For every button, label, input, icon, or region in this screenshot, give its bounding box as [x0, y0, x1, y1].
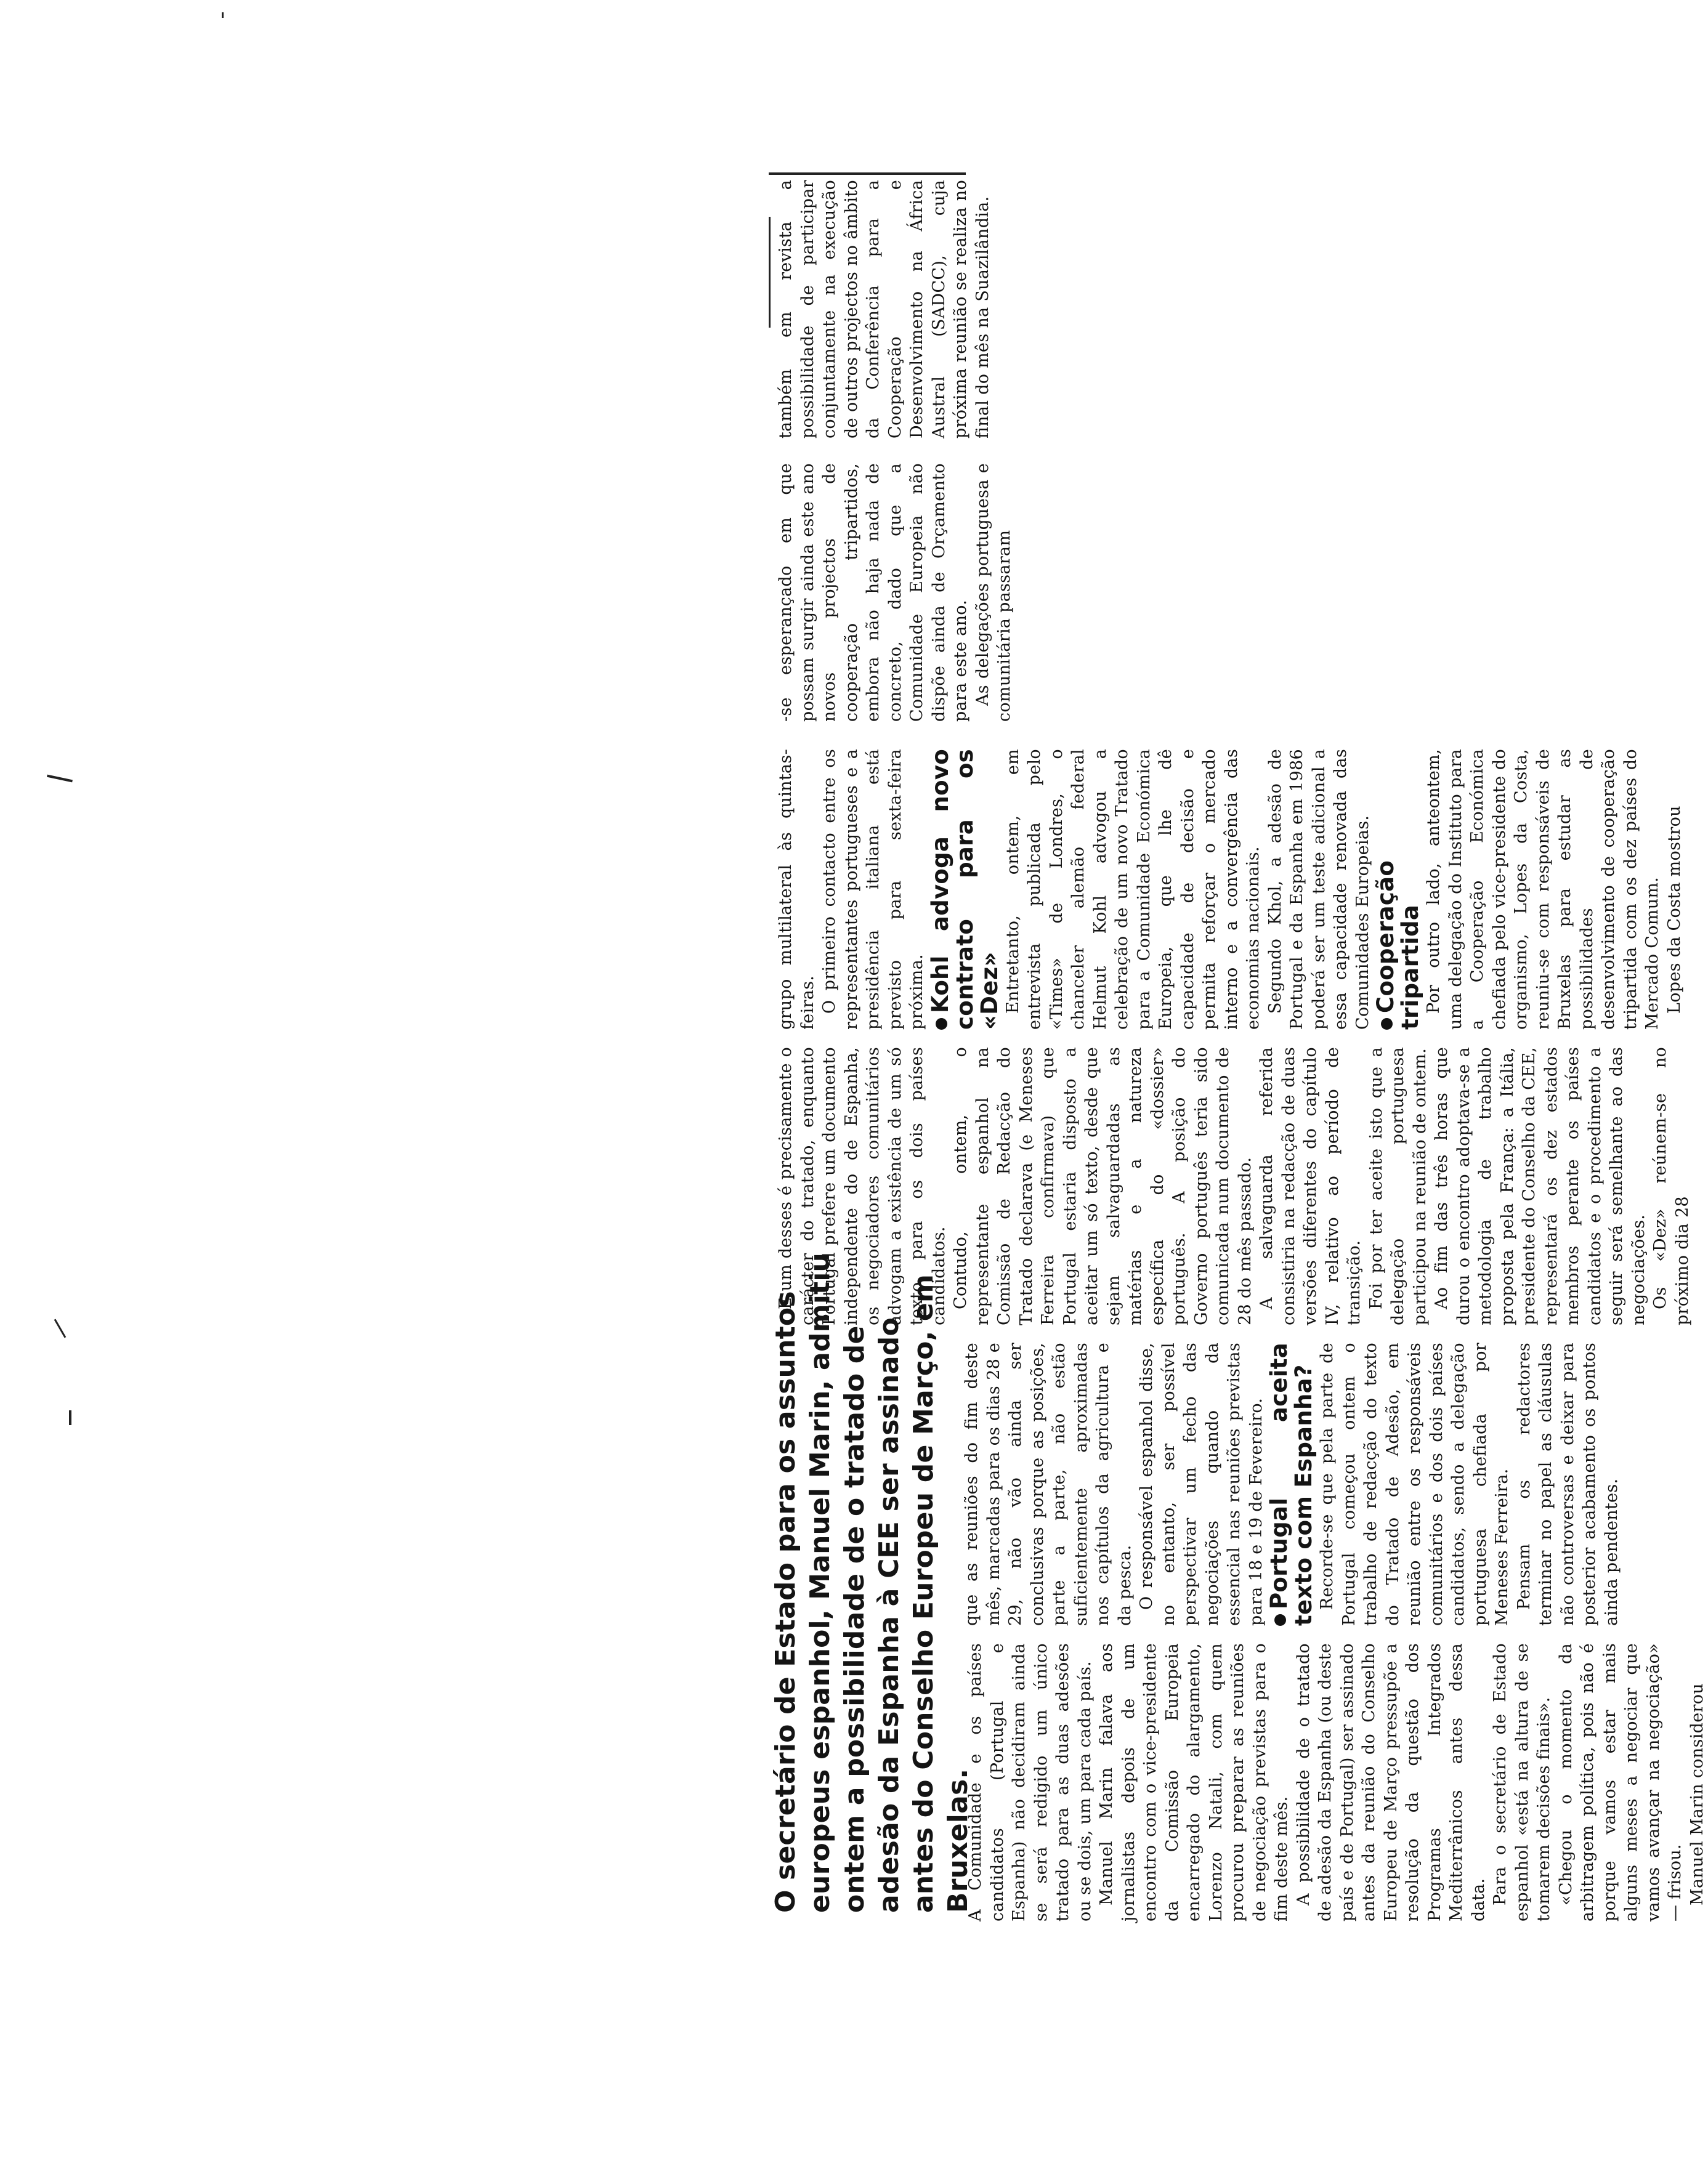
- scan-speck: [54, 1319, 67, 1338]
- paragraph: Manuel Marin falava aos jornalistas depois de um encontro com o vice-presidente da Comissão Europeia encarregado do alargamento, Lorenzo Natali, com quem procurou preparar as reuniões de negociação previstas para o fim deste mês.: [1097, 1643, 1291, 1922]
- column-end-rule: [769, 217, 771, 328]
- paragraph: também em revista a possibilidade de participar conjuntamente na execução de outros projectos no âmbito da Conferência para a Cooperação e Desenvolvimento na África Austral (SADCC), cuja próxima reunião se realiza no final do mês na Suazilândia.: [776, 180, 992, 438]
- paragraph: Lopes da Costa mostrou: [1664, 806, 1684, 1014]
- article-column-4: [775, 749, 1685, 1030]
- bullet-icon: [1274, 1614, 1286, 1626]
- article-column-6: [775, 180, 994, 438]
- paragraph: As delegações portuguesa e comunitária passaram: [973, 463, 1014, 722]
- scan-speck: [222, 12, 224, 18]
- bullet-icon: [936, 1018, 947, 1030]
- subheading-text: Cooperação tripartida: [1372, 860, 1423, 1030]
- paragraph: Recorde-se que pela parte de Portugal começou ontem o trabalho de redacção do texto do Tratado de Adesão, em reunião entre os responsáveis comunitários e dos dois países candidatos, sendo a delegação portuguesa chefiada por Meneses Ferreira.: [1317, 1343, 1512, 1626]
- paragraph: Por outro lado, anteontem, uma delegação do Instituto para a Cooperação Económica chefiada pelo vice-presidente do organismo, Lopes da Costa, reuniu-se com responsáveis de Bruxelas para estudar as possibilidades de desenvolvimento de cooperação tripartida com os dez países do Mercado Comum.: [1424, 749, 1662, 1030]
- scan-speck: [47, 775, 73, 783]
- paragraph: Foi por ter aceite isto que a delegação portuguesa participou na reunião de ontem.: [1366, 1047, 1430, 1325]
- subheading-text: Kohl advoga novo contrato para os «Dez»: [926, 749, 1003, 1030]
- paragraph: «Chegou o momento da arbitragem política, pois não é porque vamos estar mais alguns meses a negociar que vamos avançar na negociação» — frisou.: [1556, 1643, 1685, 1922]
- article-column-2: [961, 1343, 1622, 1626]
- paragraph: Pensam os redactores terminar no papel as cláusulas não controversas e deixar para posterior acabamento os pontos ainda pendentes.: [1514, 1343, 1621, 1626]
- paragraph: A possibilidade de o tratado de adesão da Espanha (ou deste país e de Portugal) ser assinado antes da reunião do Conselho Europeu de Março pressupõe a resolução da questão dos Programas Integrados Mediterrânicos antes dessa data.: [1293, 1643, 1488, 1922]
- paragraph: O responsável espanhol disse, no entanto, ser possível perspectivar um fecho das negociações quando da essencial nas reuniões previstas para 18 e 19 de Fevereiro.: [1137, 1343, 1266, 1626]
- paragraph: E um desses é precisamente o carácter do tratado, enquanto Portugal prefere um documento independente do de Espanha, os negociadores comunitários advogam a existência de um só texto para os dois países candidatos.: [776, 1047, 949, 1325]
- subheading-portugal-aceita: [1267, 1343, 1316, 1626]
- paragraph: grupo multilateral às quintas-feiras.: [776, 749, 817, 1030]
- scan-speck: [69, 1410, 71, 1425]
- article-headline: O secretário de Estado para os assuntos europeus espanhol, Manuel Marin, admitiu ontem a possibilidade de o tratado de adesão da Espanha à CEE ser assinado antes do Conselho Europeu de Março, em Bruxelas.: [770, 1252, 974, 1913]
- subheading-text: Portugal aceita texto com Espanha?: [1266, 1343, 1317, 1626]
- article-column-1: [965, 1643, 1708, 1922]
- article-column-3: [775, 1047, 1693, 1325]
- paragraph: Para o secretário de Estado espanhol «está na altura de se tomarem decisões finais».: [1491, 1643, 1553, 1922]
- paragraph: -se esperançado em que possam surgir ainda este ano novos projectos de cooperação tripartidos, embora não haja nada de concreto, dado que a Comunidade Europeia não dispõe ainda de Orçamento para este ano.: [776, 463, 970, 722]
- bullet-icon: [1381, 1018, 1393, 1030]
- paragraph: Segundo Khol, a adesão de Portugal e da Espanha em 1986 poderá ser um teste adicional a essa capacidade renovada das Comunidades Europeias.: [1265, 749, 1372, 1030]
- paragraph: O primeiro contacto entre os representantes portugueses e a presidência italiana está previsto para sexta-feira próxima.: [820, 749, 926, 1030]
- paragraph: Manuel Marin considerou: [1687, 1683, 1707, 1905]
- subheading-cooperacao: [1374, 749, 1423, 1030]
- paragraph: A Comunidade e os países candidatos (Portugal e Espanha) não decidiram ainda se será redigido um único tratado para as duas adesões ou se dois, um para cada país.: [966, 1643, 1095, 1922]
- paragraph: que as reuniões do fim deste mês, marcadas para os dias 28 e 29, não vão ainda ser conclusivas porque as posições, parte a parte, não estão suficientemente aproximadas nos capítulos da agricultura e da pesca.: [962, 1343, 1135, 1626]
- subheading-kohl-advoga: [928, 749, 1002, 1030]
- column-end-rule: [769, 172, 966, 175]
- newspaper-clipping: [769, 161, 1707, 1929]
- paragraph: Ao fim das três horas que durou o encontro adoptava-se a metodologia de trabalho proposta pela França: a Itália, presidente do Conselho da CEE, representará os dez estados membros perante os países candidatos e o procedimento a seguir será semelhante ao das negociações.: [1432, 1047, 1648, 1325]
- article-column-5: [775, 463, 1016, 722]
- paragraph: Os «Dez» reúnem-se no próximo dia 28: [1651, 1047, 1692, 1325]
- paragraph: A salvaguarda referida consistiria na redacção de duas versões diferentes do capítulo IV, relativo ao período de transição.: [1257, 1047, 1364, 1325]
- paragraph: Contudo, ontem, o representante espanhol na Comissão de Redacção do Tratado declarava (e Meneses Ferreira confirmava) que Portugal estaria disposto a aceitar um só texto, desde que sejam salvaguardadas as matérias e a natureza específica do «dossier» português. A posição do Governo português teria sido comunicada num documento de 28 do mês passado.: [951, 1047, 1255, 1325]
- paragraph: Entretanto, ontem, em entrevista publicada pelo «Times» de Londres, o chanceler alemão federal Helmut Kohl advogou a celebração de um novo Tratado para a Comunidade Económica Europeia, que lhe dê capacidade de decisão e permita reforçar o mercado interno e a convergência das economias nacionais.: [1003, 749, 1263, 1030]
